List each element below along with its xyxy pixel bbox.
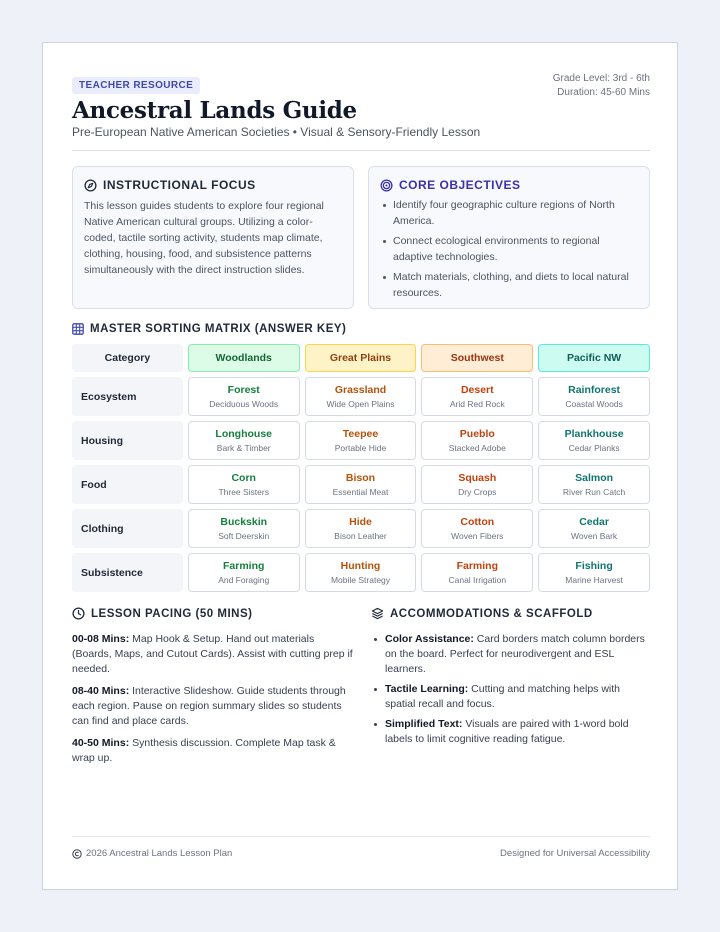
cell-sub: Canal Irrigation <box>448 574 507 585</box>
target-icon <box>380 179 393 192</box>
instructional-focus-text: This lesson guides students to explore four regional Native American cultural groups. Utilizing a color-coded, tactile sorting activity, students map climate, clothing, housing, food, and subsistence patterns simultaneously with the direct instruction slides. <box>84 200 324 276</box>
cell-sub: Mobile Strategy <box>330 574 391 585</box>
matrix-cell <box>421 377 533 416</box>
list-item <box>371 717 650 747</box>
cell-main: Farming <box>456 559 499 572</box>
cell-sub: Wide Open Plains <box>326 398 395 409</box>
accommodations-items <box>371 632 650 747</box>
list-item: Connect ecological environments to regional adaptive technologies. <box>380 233 638 265</box>
objectives-list <box>380 197 638 301</box>
matrix-cell <box>421 509 533 548</box>
cell-main: Hunting <box>340 559 381 572</box>
pacing-time: 40-50 Mins: <box>72 737 130 749</box>
matrix-cell <box>538 465 650 504</box>
footer-tagline: Designed for Universal Accessibility <box>500 848 650 859</box>
duration: Duration: 45-60 Mins <box>557 87 650 98</box>
accommodation-text: Visuals are paired with 1-word bold labels to limit cognitive reading fatigue. <box>385 718 629 745</box>
footer-left-text: 2026 Ancestral Lands Lesson Plan <box>86 848 233 859</box>
column-header-southwest: Southwest <box>421 344 533 372</box>
list-item <box>371 632 650 677</box>
cell-sub: Marine Harvest <box>565 574 623 585</box>
column-header-pacific-nw: Pacific NW <box>538 344 650 372</box>
page-title: Ancestral Lands Guide <box>72 97 357 124</box>
row-label-text: Subsistence <box>81 566 143 579</box>
pacing-title: LESSON PACING (50 MINS) <box>91 607 253 620</box>
row-label-ecosystem <box>72 377 183 416</box>
matrix-cell <box>305 377 417 416</box>
table-row <box>72 421 650 460</box>
matrix-heading <box>72 323 346 335</box>
footer-copyright <box>72 848 232 859</box>
core-objectives-card <box>368 166 650 309</box>
compass-icon <box>84 179 97 192</box>
matrix-cell <box>305 509 417 548</box>
copyright-icon <box>72 849 82 859</box>
table-row <box>72 377 650 416</box>
teacher-resource-tag: TEACHER RESOURCE <box>72 77 200 94</box>
pacing-time: 00-08 Mins: <box>72 633 130 645</box>
cell-sub: Bark & Timber <box>216 442 271 453</box>
column-header-great-plains: Great Plains <box>305 344 417 372</box>
accommodations-title: ACCOMMODATIONS & SCAFFOLD <box>390 607 593 620</box>
cell-sub: Coastal Woods <box>565 398 623 409</box>
list-item: Identify four geographic culture regions of North America. <box>380 197 638 229</box>
layers-icon <box>371 607 384 620</box>
matrix-cell <box>305 421 417 460</box>
core-objectives-title: CORE OBJECTIVES <box>399 178 521 192</box>
pacing-list <box>72 632 354 773</box>
cell-main: Desert <box>460 383 494 396</box>
page-subtitle: Pre-European Native American Societies • Visual & Sensory-Friendly Lesson <box>72 125 481 139</box>
matrix-cell <box>188 509 300 548</box>
cell-sub: River Run Catch <box>562 486 626 497</box>
cell-main: Farming <box>223 559 265 572</box>
lesson-page <box>42 42 678 890</box>
matrix-title: MASTER SORTING MATRIX (ANSWER KEY) <box>90 323 347 335</box>
cell-main: Longhouse <box>215 427 272 440</box>
row-label-food <box>72 465 183 504</box>
cell-sub: Dry Crops <box>458 486 497 497</box>
matrix-cell <box>538 553 650 592</box>
lesson-meta <box>553 72 650 100</box>
accommodations-list <box>371 632 650 752</box>
pacing-heading <box>72 607 252 620</box>
matrix-cell <box>538 509 650 548</box>
column-header-woodlands: Woodlands <box>188 344 300 372</box>
matrix-cell <box>188 553 300 592</box>
grid-icon <box>72 323 84 335</box>
accommodation-term: Tactile Learning: <box>385 683 469 695</box>
header-divider <box>72 150 650 151</box>
cell-sub: And Foraging <box>218 574 270 585</box>
cell-sub: Arid Red Rock <box>449 398 505 409</box>
row-label-text: Ecosystem <box>81 390 137 403</box>
cell-main: Teepee <box>342 427 379 440</box>
cell-sub: Essential Meat <box>332 486 389 497</box>
clock-icon <box>72 607 85 620</box>
sorting-matrix <box>72 344 650 597</box>
table-row <box>72 553 650 592</box>
cell-main: Salmon <box>575 471 614 484</box>
cell-sub: Three Sisters <box>218 486 269 497</box>
list-item <box>72 684 354 729</box>
table-row <box>72 465 650 504</box>
cell-sub: Portable Hide <box>334 442 387 453</box>
instructional-focus-heading <box>84 178 342 192</box>
matrix-cell <box>421 421 533 460</box>
row-label-text: Clothing <box>81 522 124 535</box>
list-item: Match materials, clothing, and diets to local natural resources. <box>380 269 638 301</box>
cell-main: Cotton <box>460 515 495 528</box>
cell-main: Rainforest <box>568 383 621 396</box>
cell-main: Fishing <box>575 559 613 572</box>
matrix-cell <box>188 377 300 416</box>
row-label-text: Housing <box>81 434 123 447</box>
accommodation-text: Cutting and matching helps with spatial recall and focus. <box>385 683 621 710</box>
pacing-text: Synthesis discussion. Complete Map task & wrap up. <box>72 737 336 764</box>
cell-main: Grassland <box>334 383 387 396</box>
accommodation-text: Card borders match column borders on the board. Perfect for neurodivergent and ESL learners. <box>385 633 645 675</box>
instructional-focus-card <box>72 166 354 309</box>
accommodations-heading <box>371 607 593 620</box>
matrix-cell <box>305 465 417 504</box>
pacing-time: 08-40 Mins: <box>72 685 130 697</box>
table-row <box>72 509 650 548</box>
cell-sub: Soft Deerskin <box>218 530 270 541</box>
accommodation-term: Simplified Text: <box>385 718 463 730</box>
row-label-housing <box>72 421 183 460</box>
cell-main: Cedar <box>579 515 609 528</box>
cell-sub: Woven Fibers <box>451 530 504 541</box>
matrix-cell <box>538 421 650 460</box>
pacing-text: Map Hook & Setup. Hand out materials (Boards, Maps, and Cutout Cards). Assist with cutting prep if needed. <box>72 633 353 675</box>
cell-main: Forest <box>227 383 260 396</box>
matrix-cell <box>421 553 533 592</box>
matrix-cell <box>421 465 533 504</box>
cell-sub: Bison Leather <box>334 530 387 541</box>
instructional-focus-title: INSTRUCTIONAL FOCUS <box>103 178 256 192</box>
matrix-cell <box>188 465 300 504</box>
cell-sub: Deciduous Woods <box>209 398 279 409</box>
accommodation-term: Color Assistance: <box>385 633 474 645</box>
matrix-cell <box>188 421 300 460</box>
list-item <box>72 632 354 677</box>
row-label-text: Food <box>81 478 107 491</box>
core-objectives-heading <box>380 178 638 192</box>
cell-sub: Cedar Planks <box>568 442 620 453</box>
cell-main: Corn <box>231 471 256 484</box>
cell-sub: Woven Bark <box>571 530 618 541</box>
footer-divider <box>72 836 650 837</box>
cell-main: Bison <box>345 471 376 484</box>
category-header: Category <box>72 344 183 372</box>
cell-main: Buckskin <box>220 515 268 528</box>
pacing-text: Interactive Slideshow. Guide students through each region. Pause on region summary slides so students can find and place cards. <box>72 685 346 727</box>
cell-main: Pueblo <box>459 427 495 440</box>
list-item <box>371 682 650 712</box>
row-label-clothing <box>72 509 183 548</box>
matrix-cell <box>538 377 650 416</box>
matrix-header-row <box>72 344 650 372</box>
grade-level: Grade Level: 3rd - 6th <box>552 73 650 84</box>
cell-main: Squash <box>458 471 497 484</box>
matrix-cell <box>305 553 417 592</box>
cell-main: Hide <box>349 515 372 528</box>
cell-main: Plankhouse <box>564 427 624 440</box>
list-item <box>72 736 354 766</box>
row-label-subsistence <box>72 553 183 592</box>
cell-sub: Stacked Adobe <box>448 442 506 453</box>
